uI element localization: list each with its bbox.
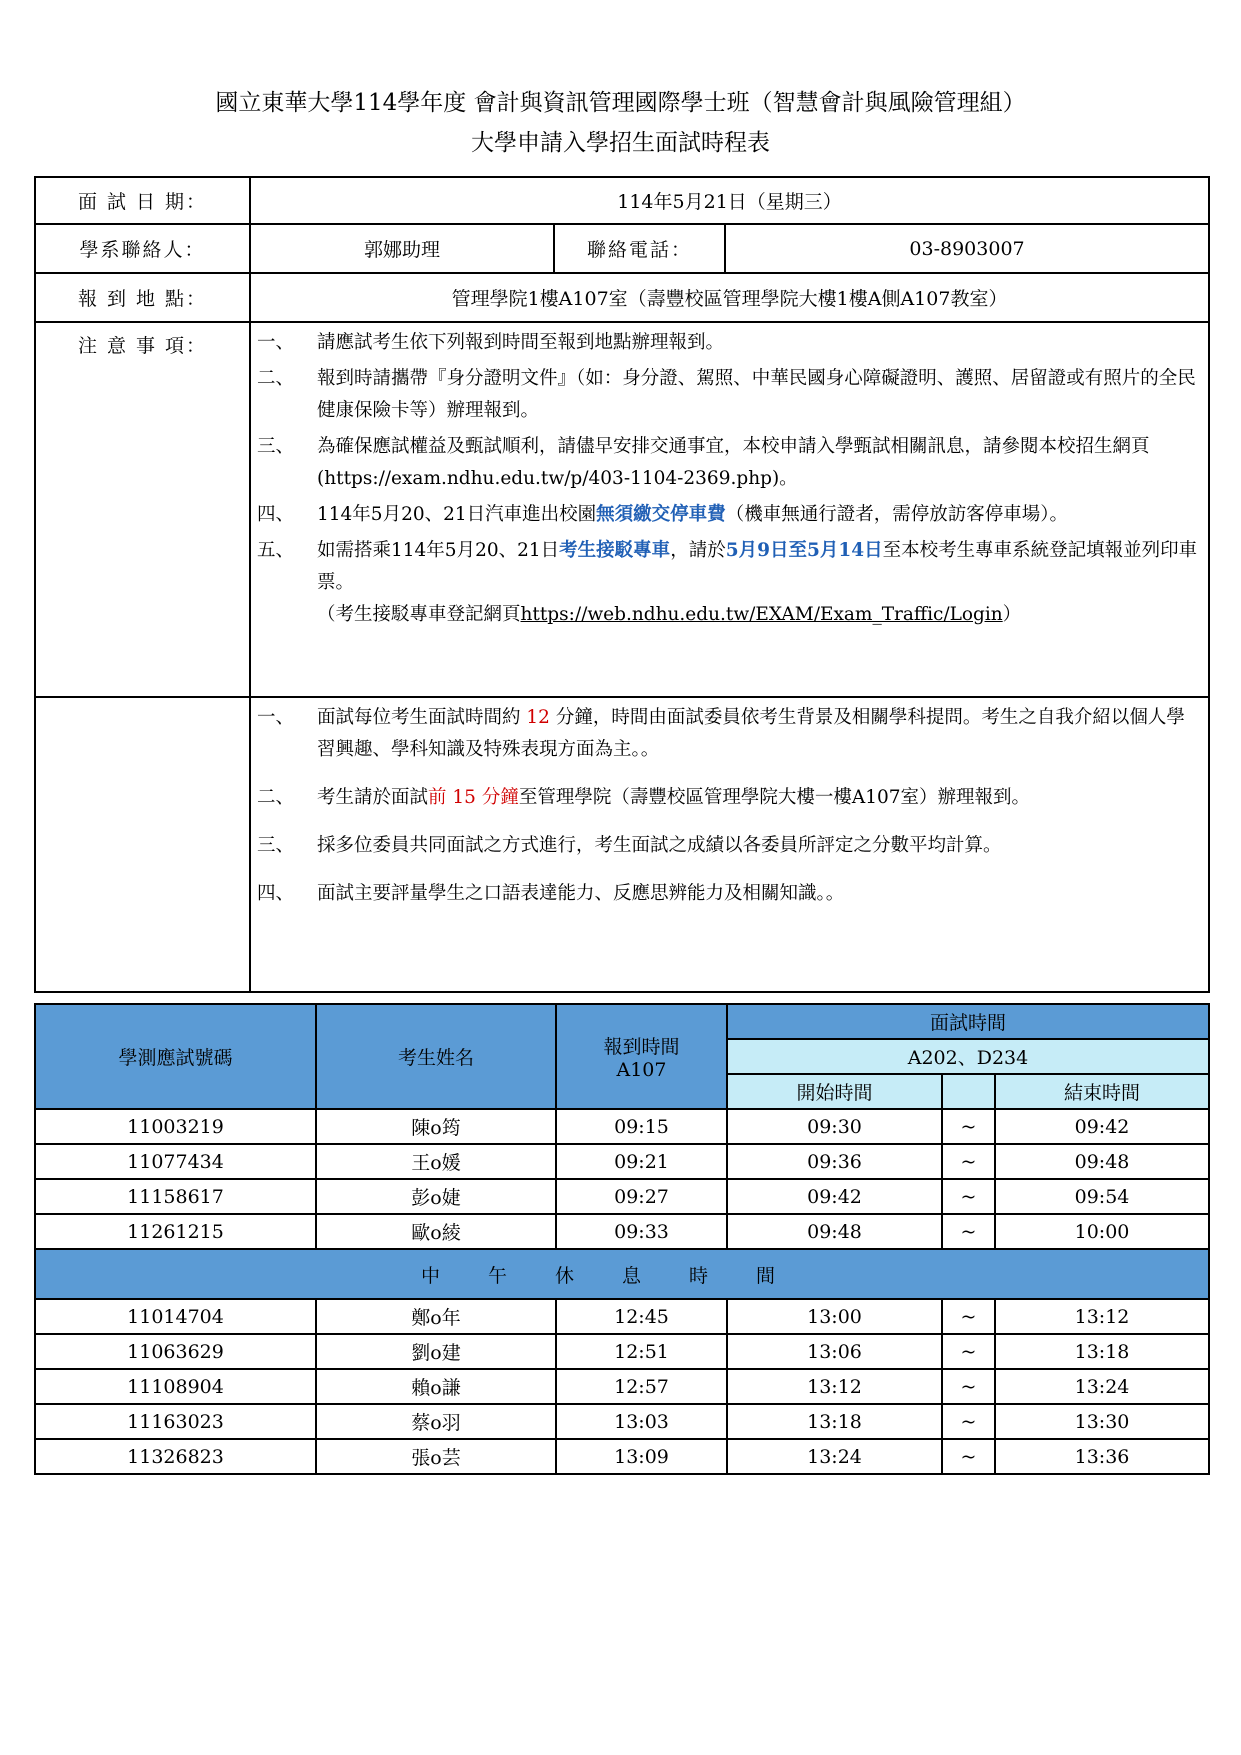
parking-free-highlight: 無須繳交停車費	[596, 504, 726, 525]
note-item: 三、 採多位委員共同面試之方式進行，考生面試之成績以各委員所評定之分數平均計算。	[257, 835, 1002, 856]
notes2-label-cell	[35, 697, 250, 992]
note-item: 二、 報到時請攜帶『身分證明文件』（如：身分證、駕照、中華民國身心障礙證明、護照、居留證或有照片的全民健康保險卡等）辦理報到。	[257, 368, 1196, 421]
lunch-break-row: 中午休息時間	[35, 1249, 1209, 1299]
note-item: 二、 考生請於面試前 15 分鐘至管理學院（壽豐校區管理學院大樓一樓A107室）辦理報到。	[257, 787, 1031, 808]
contact-value: 郭娜助理	[250, 224, 554, 273]
table-row: 11063629 劉o建 12:51 13:06 ~ 13:18	[35, 1334, 1209, 1369]
document-title: 國立東華大學114學年度 會計與資訊管理國際學士班（智慧會計與風險管理組）	[215, 90, 1026, 116]
col-header-name: 考生姓名	[316, 1004, 556, 1109]
table-row: 11003219 陳o筠 09:15 09:30 ~ 09:42	[35, 1109, 1209, 1144]
table-row: 11108904 賴o謙 12:57 13:12 ~ 13:24	[35, 1369, 1209, 1404]
table-row: 11014704 鄭o年 12:45 13:00 ~ 13:12	[35, 1299, 1209, 1334]
note-item: 三、 為確保應試權益及甄試順利，請儘早安排交通事宜，本校申請入學甄試相關訊息，請參閱本校招生網頁(https://exam.ndhu.edu.tw/p/403-1104-2369.php)。	[257, 436, 1150, 489]
table-row: 11077434 王o媛 09:21 09:36 ~ 09:48	[35, 1144, 1209, 1179]
shuttle-registration-link[interactable]: https://web.ndhu.edu.tw/EXAM/Exam_Traffic/Login	[520, 604, 1003, 625]
document-subtitle: 大學申請入學招生面試時程表	[471, 130, 770, 156]
interview-notes-list	[250, 697, 1209, 992]
notes-list	[250, 322, 1209, 697]
col-header-sep	[942, 1074, 995, 1109]
col-header-interview: 面試時間	[727, 1004, 1209, 1039]
schedule-table	[34, 1003, 1210, 1475]
note-item: 五、 如需搭乘114年5月20、21日考生接駁專車，請於5月9日至5月14日至本校考生專車系統登記填報並列印車票。 （考生接駁專車登記網頁https://web.ndhu.edu.tw/EXAM/Exam_Traffic/Login）	[257, 540, 1198, 625]
duration-highlight: 12	[526, 707, 550, 728]
table-row: 11163023 蔡o羽 13:03 13:18 ~ 13:30	[35, 1404, 1209, 1439]
info-table	[34, 176, 1210, 993]
notes-label: 注 意 事 項：	[35, 322, 250, 697]
location-value: 管理學院1樓A107室（壽豐校區管理學院大樓1樓A側A107教室）	[250, 273, 1209, 322]
phone-value: 03-8903007	[725, 224, 1209, 273]
table-row: 11326823 張o芸 13:09 13:24 ~ 13:36	[35, 1439, 1209, 1474]
note-item: 一、 面試每位考生面試時間約 12 分鐘，時間由面試委員依考生背景及相關學科提問。考生之自我介紹以個人學習興趣、學科知識及特殊表現方面為主。。	[257, 707, 1185, 760]
table-row: 11158617 彭o婕 09:27 09:42 ~ 09:54	[35, 1179, 1209, 1214]
room-header: A202、D234	[727, 1039, 1209, 1074]
phone-label: 聯絡電話：	[554, 224, 725, 273]
contact-label: 學系聯絡人：	[35, 224, 250, 273]
shuttle-highlight: 考生接駁專車	[559, 540, 671, 561]
registration-dates-highlight: 5月9日至5月14日	[725, 540, 883, 561]
col-header-id: 學測應試號碼	[35, 1004, 316, 1109]
date-value: 114年5月21日（星期三）	[250, 177, 1209, 224]
date-label: 面 試 日 期：	[35, 177, 250, 224]
note-item: 四、 114年5月20、21日汽車進出校園無須繳交停車費（機車無通行證者，需停放訪客停車場）。	[257, 504, 1068, 525]
checkin-time-highlight: 前 15 分鐘	[428, 787, 519, 808]
note-item: 四、 面試主要評量學生之口語表達能力、反應思辨能力及相關知識。。	[257, 883, 845, 904]
location-label: 報 到 地 點：	[35, 273, 250, 322]
table-row: 11261215 歐o綾 09:33 09:48 ~ 10:00	[35, 1214, 1209, 1249]
col-header-checkin: 報到時間 A107	[556, 1004, 727, 1109]
col-header-end: 結束時間	[995, 1074, 1209, 1109]
note-item: 一、 請應試考生依下列報到時間至報到地點辦理報到。	[257, 332, 725, 353]
col-header-start: 開始時間	[727, 1074, 942, 1109]
